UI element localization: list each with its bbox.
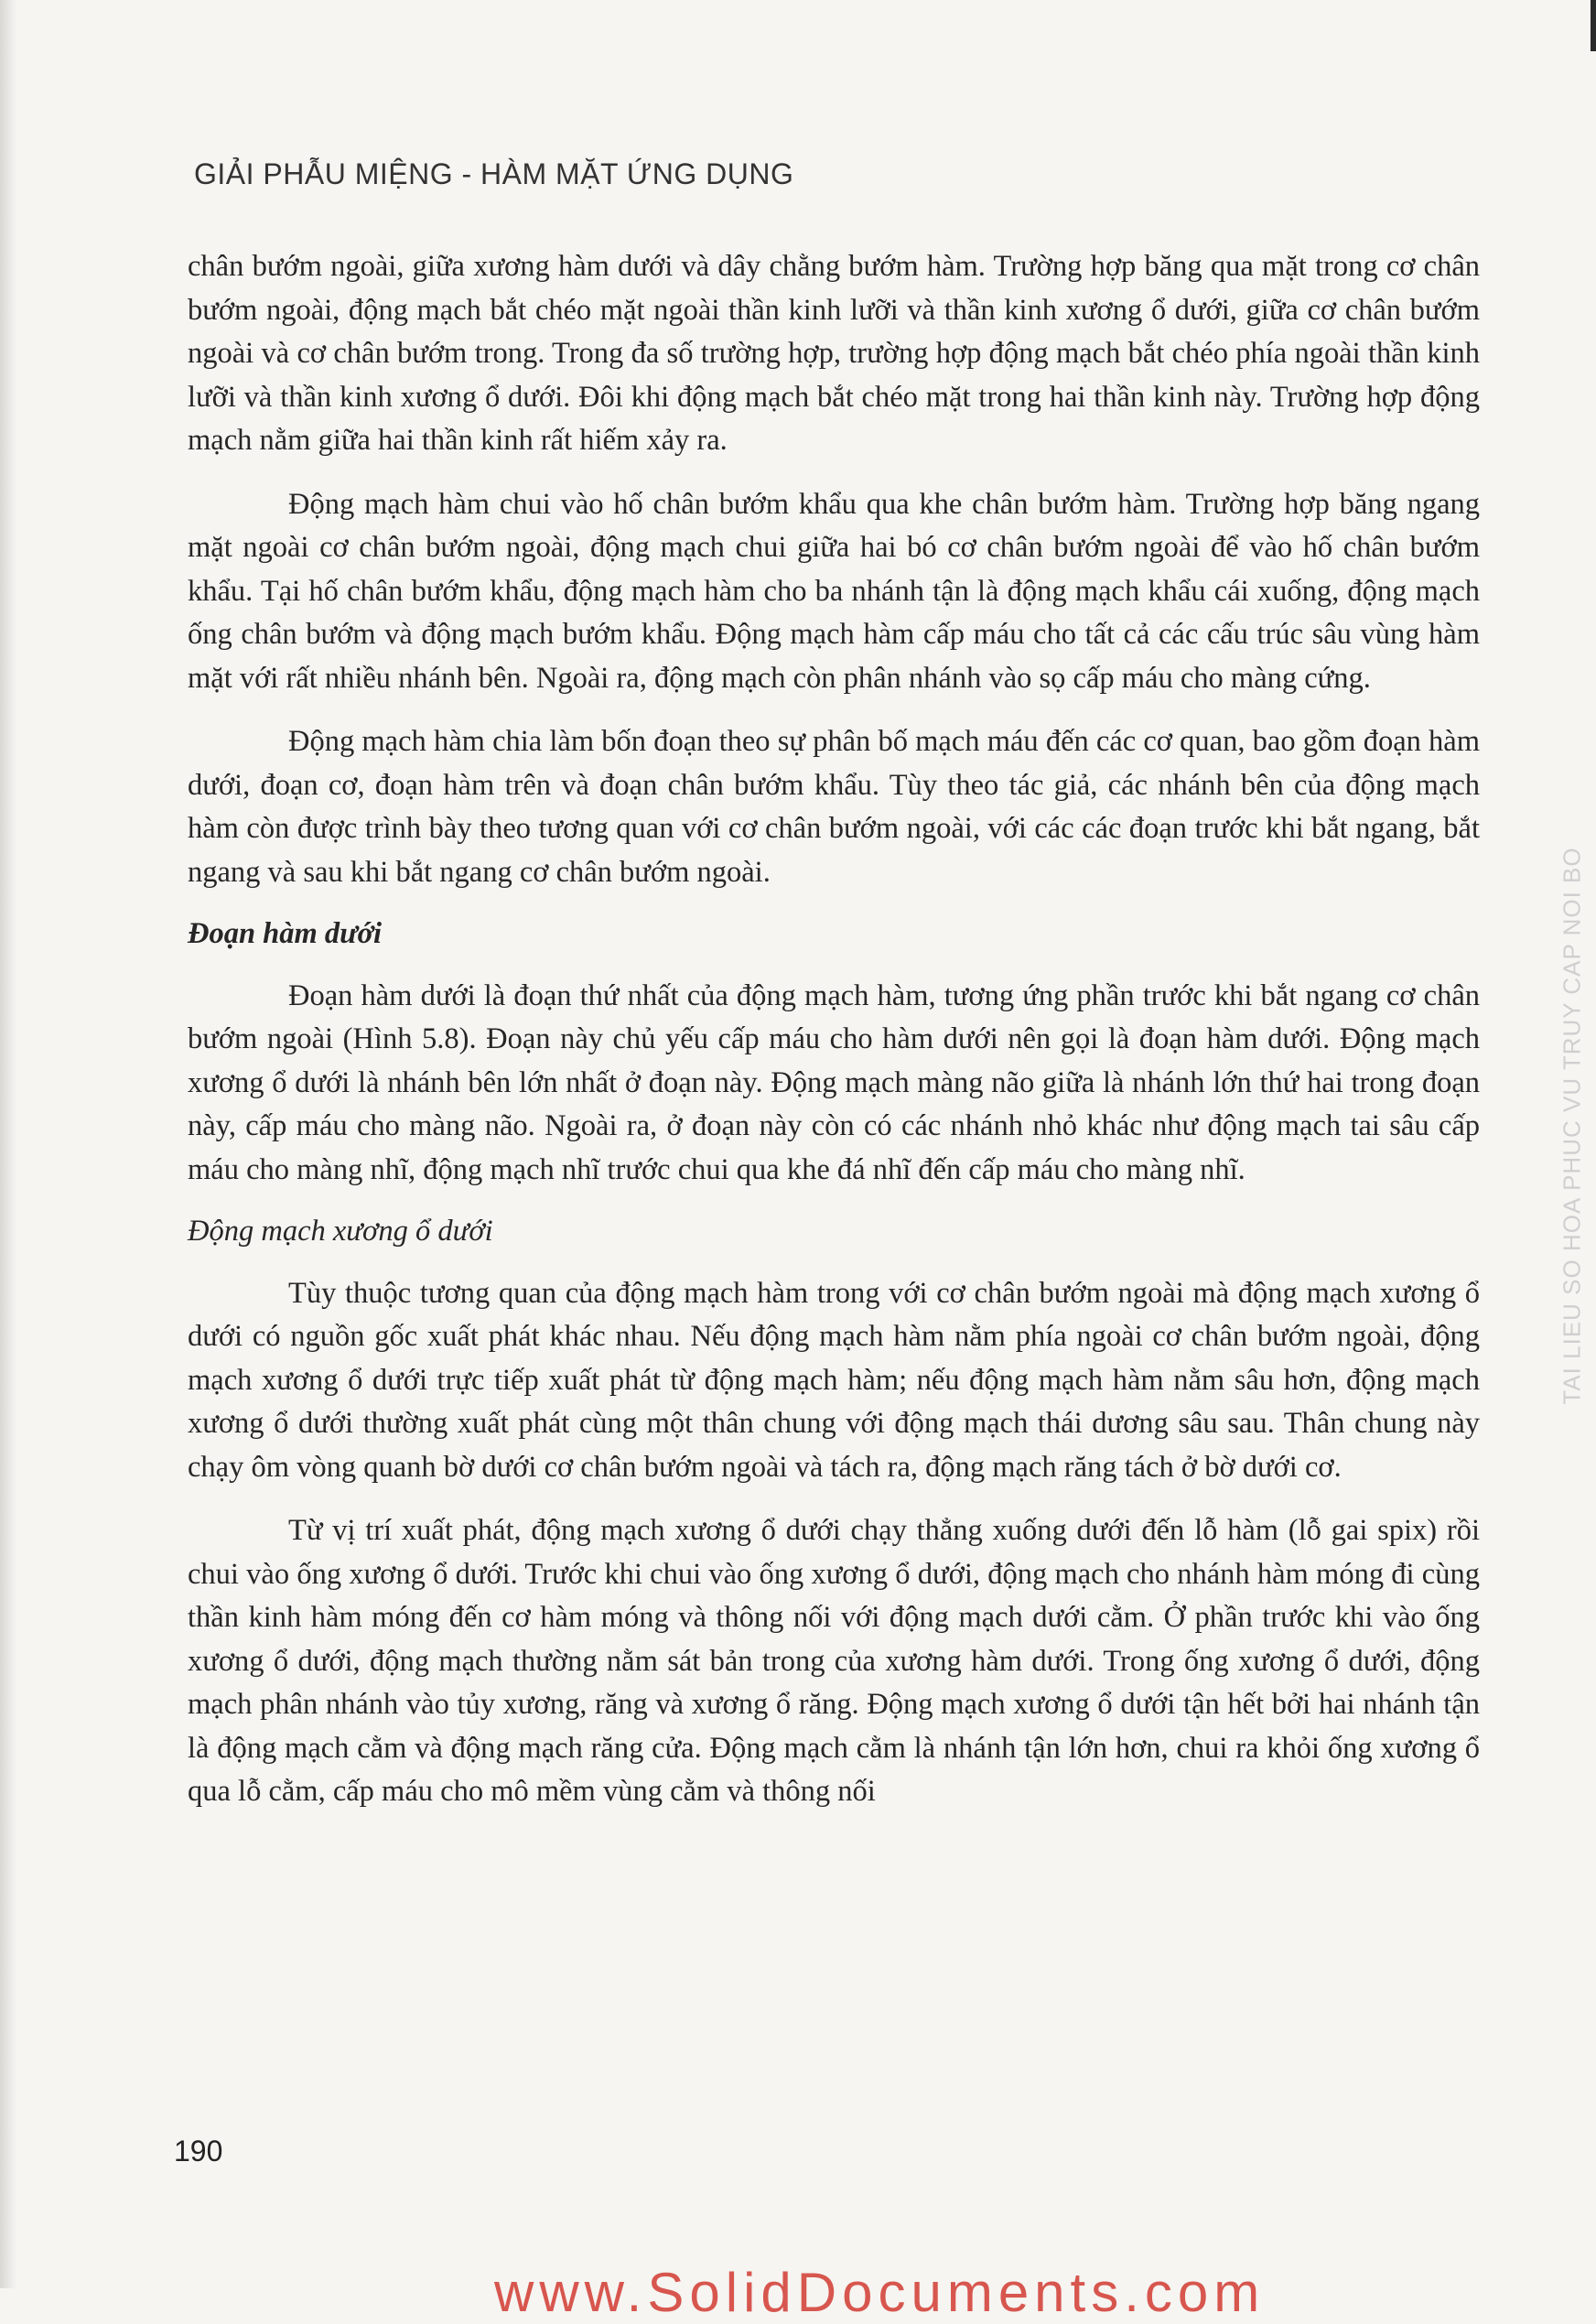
paragraph-mandibular-segment: Đoạn hàm dưới là đoạn thứ nhất của động mạch hàm, tương ứng phần trước khi bắt ngang cơ chân bướm ngoài (Hình 5.8). Đoạn này chủ yếu cấp máu cho hàm dưới nên gọi là đoạn hàm dưới. Động mạch xương ổ dưới là nhánh bên lớn nhất ở đoạn này. Động mạch màng não giữa là nhánh lớn thứ hai trong đoạn này, cấp máu cho màng não. Ngoài ra, ở đoạn này còn có các nhánh nhỏ khác như động mạch tai sâu cấp máu cho màng nhĩ, động mạch nhĩ trước chui qua khe đá nhĩ đến cấp máu cho màng nhĩ. [188,978,1480,1186]
side-watermark: TAI LIEU SO HOA PHUC VU TRUY CAP NOI BO [1558,847,1586,1405]
corner-mark [1591,0,1596,51]
paragraph-origin: Tùy thuộc tương quan của động mạch hàm trong với cơ chân bướm ngoài mà động mạch xương ổ dưới có nguồn gốc xuất phát khác nhau. Nếu động mạch hàm nằm phía ngoài cơ chân bướm ngoài, động mạch xương ổ dưới trực tiếp xuất phát từ động mạch hàm; nếu động mạch hàm nằm sâu hơn, động mạch xương ổ dưới thường xuất phát cùng một thân chung với động mạch thái dương sâu sau. Thân chung này chạy ôm vòng quanh bờ dưới cơ chân bướm ngoài và tách ra, động mạch răng tách ở bờ dưới cơ. [188,1276,1480,1484]
subsection-heading: Động mạch xương ổ dưới [188,1215,493,1248]
paragraph-continuation: chân bướm ngoài, giữa xương hàm dưới và dây chằng bướm hàm. Trường hợp băng qua mặt trong cơ chân bướm ngoài, động mạch bắt chéo mặt ngoài thần kinh lưỡi và thần kinh xương ổ dưới, giữa cơ chân bướm ngoài và cơ chân bướm trong. Trong đa số trường hợp, trường hợp động mạch bắt chéo phía ngoài thần kinh lưỡi và thần kinh xương ổ dưới. Đôi khi động mạch bắt chéo mặt trong hai thần kinh này. Trường hợp động mạch nằm giữa hai thần kinh rất hiếm xảy ra. [188,250,1480,457]
section-heading: Đoạn hàm dưới [188,917,383,950]
paragraph-four-segments: Động mạch hàm chia làm bốn đoạn theo sự phân bố mạch máu đến các cơ quan, bao gồm đoạn hàm dưới, đoạn cơ, đoạn hàm trên và đoạn chân bướm khẩu. Tùy theo tác giả, các nhánh bên của động mạch hàm còn được trình bày theo tương quan với cơ chân bướm ngoài, với các các đoạn trước khi bắt ngang, bắt ngang và sau khi bắt ngang cơ chân bướm ngoài. [188,725,1480,889]
page-number: 190 [174,2135,223,2167]
body-text [188,245,1480,1814]
paragraph-course: Từ vị trí xuất phát, động mạch xương ổ dưới chạy thẳng xuống dưới đến lỗ hàm (lỗ gai spix) rồi chui vào ống xương ổ dưới. Trước khi chui vào ống xương ổ dưới, động mạch cho nhánh hàm móng đi cùng thần kinh hàm móng đến cơ hàm móng và thông nối với động mạch dưới cằm. Ở phần trước khi vào ống xương ổ dưới, động mạch thường nằm sát bản trong của xương hàm dưới. Trong ống xương ổ dưới, động mạch phân nhánh vào tủy xương, răng và xương ổ răng. Động mạch xương ổ dưới tận hết bởi hai nhánh tận là động mạch cằm và động mạch răng cửa. Động mạch cằm là nhánh tận lớn hơn, chui ra khỏi ống xương ổ qua lỗ cằm, cấp máu cho mô mềm vùng cằm và thông nối [188,1514,1480,1808]
paragraph-hole-entry: Động mạch hàm chui vào hố chân bướm khẩu qua khe chân bướm hàm. Trường hợp băng ngang mặt ngoài cơ chân bướm ngoài, động mạch chui giữa hai bó cơ chân bướm ngoài để vào hố chân bướm khẩu. Tại hố chân bướm khẩu, động mạch hàm cho ba nhánh tận là động mạch khẩu cái xuống, động mạch ống chân bướm và động mạch bướm khẩu. Động mạch hàm cấp máu cho tất cả các cấu trúc sâu vùng hàm mặt với rất nhiều nhánh bên. Ngoài ra, động mạch còn phân nhánh vào sọ cấp máu cho màng cứng. [188,487,1480,695]
footer-watermark: www.SolidDocuments.com [494,2262,1266,2323]
scan-edge-shadow [0,0,16,2288]
running-header: GIẢI PHẪU MIỆNG - HÀM MẶT ỨNG DỤNG [194,157,794,190]
